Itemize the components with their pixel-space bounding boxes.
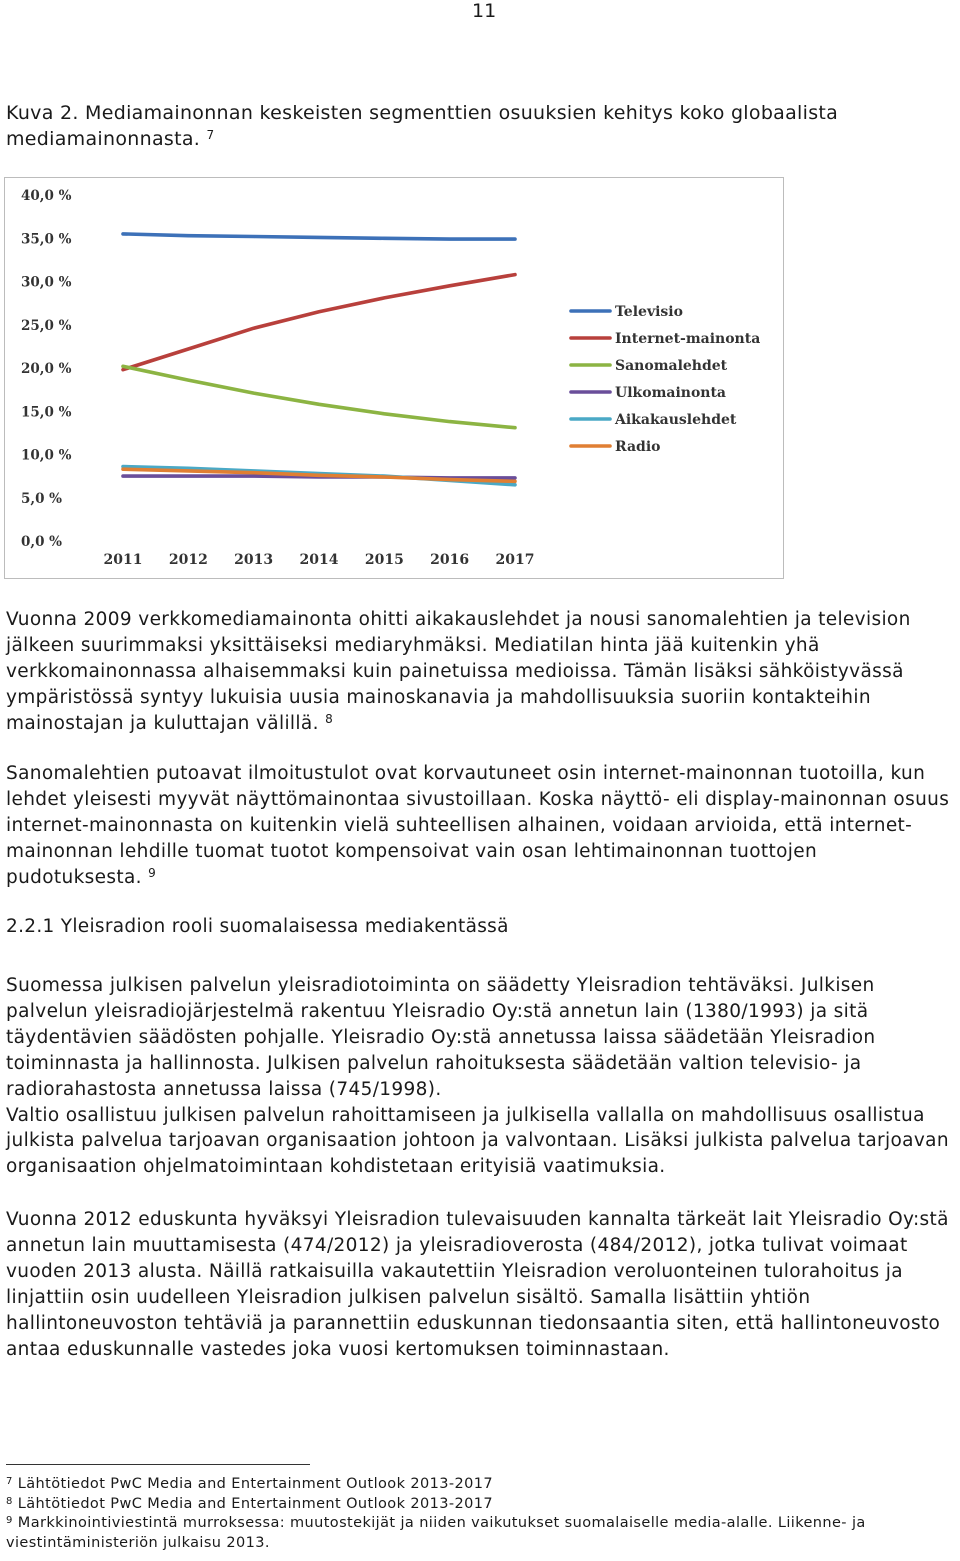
- chart-canvas: [5, 178, 783, 578]
- legend-label: Sanomalehdet: [615, 358, 728, 374]
- footnote-9-text: Markkinointiviestintä murroksessa: muutostekijät ja niiden vaikutukset suomalaiselle media-alalle. Liikenne- ja viestintäministeriön julkaisu 2013.: [6, 1515, 866, 1551]
- legend-label: Ulkomainonta: [615, 385, 727, 401]
- paragraph-1-text: Vuonna 2009 verkkomediamainonta ohitti aikakauslehdet ja nousi sanomalehtien ja television jälkeen suurimmaksi yksittäiseksi mediaryhmäksi. Mediatilan hinta jää kuitenkin yhä verkkomainonnassa alhaisemmaksi kuin painetuissa medioissa. Tämän lisäksi sähköistyvässä ympäristössä syntyy lukuisia uusia mainoskanavia ja mahdollisuuksia suoriin kontakteihin mainostajan ja kuluttajan välillä.: [6, 609, 911, 734]
- y-tick-label: 25,0 %: [21, 317, 72, 334]
- y-tick-label: 30,0 %: [21, 274, 72, 291]
- footnote-9-number: 9: [6, 1515, 13, 1527]
- x-tick-label: 2011: [103, 552, 143, 568]
- legend-label: Radio: [615, 439, 661, 455]
- paragraph-3b-text: Valtio osallistuu julkisen palvelun rahoittamiseen ja julkisella vallalla on mahdollisuus osallistua julkista palvelua tarjoavan organisaation johtoon ja valvontaan. Lisäksi julkista palvelua tarjoavan organisaation ohjelmatoimintaan kohdistetaan erityisiä vaatimuksia.: [6, 1104, 949, 1178]
- series-line-2: [123, 275, 515, 370]
- caption-text: Kuva 2. Mediamainonnan keskeisten segmenttien osuuksien kehitys koko globaalista mediamainonnasta.: [6, 102, 839, 150]
- footnotes: [6, 1475, 956, 1553]
- line-chart: [4, 177, 784, 579]
- series-line-3: [123, 366, 515, 427]
- y-tick-label: 10,0 %: [21, 447, 72, 464]
- page-number: 11: [472, 0, 497, 22]
- footnote-ref-8: 8: [325, 711, 334, 726]
- paragraph-1: [6, 607, 958, 737]
- y-tick-label: 35,0 %: [21, 231, 72, 248]
- x-tick-label: 2014: [299, 552, 339, 568]
- x-tick-label: 2015: [364, 552, 404, 568]
- footnote-7: [6, 1475, 956, 1495]
- footnote-8: [6, 1495, 956, 1515]
- figure-caption: [6, 100, 946, 152]
- footnote-9: [6, 1514, 956, 1553]
- x-tick-label: 2013: [234, 552, 274, 568]
- y-tick-label: 15,0 %: [21, 404, 72, 421]
- section-heading: 2.2.1 Yleisradion rooli suomalaisessa mediakentässä: [6, 916, 509, 937]
- x-tick-label: 2017: [495, 552, 535, 568]
- footnote-7-text: Lähtötiedot PwC Media and Entertainment Outlook 2013-2017: [17, 1476, 494, 1492]
- y-tick-label: 20,0 %: [21, 361, 72, 377]
- x-tick-label: 2012: [168, 552, 208, 568]
- paragraph-3a-text: Suomessa julkisen palvelun yleisradiotoiminta on säädetty Yleisradion tehtäväksi. Julkisen palvelun yleisradiojärjestelmä rakentuu Yleisradio Oy:stä annetun lain (1380/1993) ja sitä täydentävien säädösten pohjalle. Yleisradio Oy:stä annetussa laissa säädetään Yleisradion toiminnasta ja hallinnosta. Julkisen palvelun rahoituksesta säädetään valtion televisio- ja radiorahastosta annetussa laissa (745/1998).: [6, 975, 876, 1100]
- legend-label: Aikakauslehdet: [615, 412, 737, 428]
- footnote-8-text: Lähtötiedot PwC Media and Entertainment Outlook 2013-2017: [17, 1495, 494, 1512]
- paragraph-3: [6, 973, 958, 1180]
- paragraph-4-text: Vuonna 2012 eduskunta hyväksyi Yleisradion tulevaisuuden kannalta tärkeät lait Yleisradio Oy:stä annetun lain muuttamisesta (474/2012) ja yleisradioverosta (484/2012), jotka tulivat voimaat vuoden 2013 alusta. Näillä ratkaisuilla vakautettiin Yleisradion veroluonteinen tulorahoitus ja linjattiin osin uudelleen Yleisradion julkisen palvelun sisältö. Samalla lisättiin yhtiön hallintoneuvoston tehtäviä ja parannettiin eduskunnan tiedonsaantia siten, että hallintoneuvosto antaa eduskunnalle vastedes joka vuosi kertomuksen toiminnastaan.: [6, 1209, 949, 1360]
- caption-footnote-ref: 7: [206, 128, 215, 142]
- series-line-1: [123, 234, 515, 239]
- footnote-divider: [6, 1464, 310, 1465]
- legend-label: Televisio: [615, 304, 683, 320]
- paragraph-4: [6, 1207, 958, 1362]
- y-tick-label: 40,0 %: [21, 188, 72, 204]
- legend-label: Internet-mainonta: [615, 331, 761, 347]
- footnote-8-number: 8: [6, 1495, 13, 1507]
- y-tick-label: 5,0 %: [21, 490, 63, 507]
- x-tick-label: 2016: [430, 552, 470, 568]
- y-tick-label: 0,0 %: [21, 534, 63, 550]
- footnote-7-number: 7: [6, 1476, 13, 1487]
- paragraph-2: [6, 761, 958, 891]
- footnote-ref-9: 9: [148, 865, 157, 880]
- paragraph-2-text: Sanomalehtien putoavat ilmoitustulot ovat korvautuneet osin internet-mainonnan tuotoilla, kun lehdet yleisesti myyvät näyttömainontaa sivustoillaan. Koska näyttö- eli display-mainonnan osuus internet-mainonnasta on kuitenkin vielä suhteellisen alhainen, voidaan arvioida, että internet-mainonnan lehdille tuomat tuotot kompensoivat vain osan lehtimainonnan tuottojen pudotuksesta.: [6, 763, 950, 888]
